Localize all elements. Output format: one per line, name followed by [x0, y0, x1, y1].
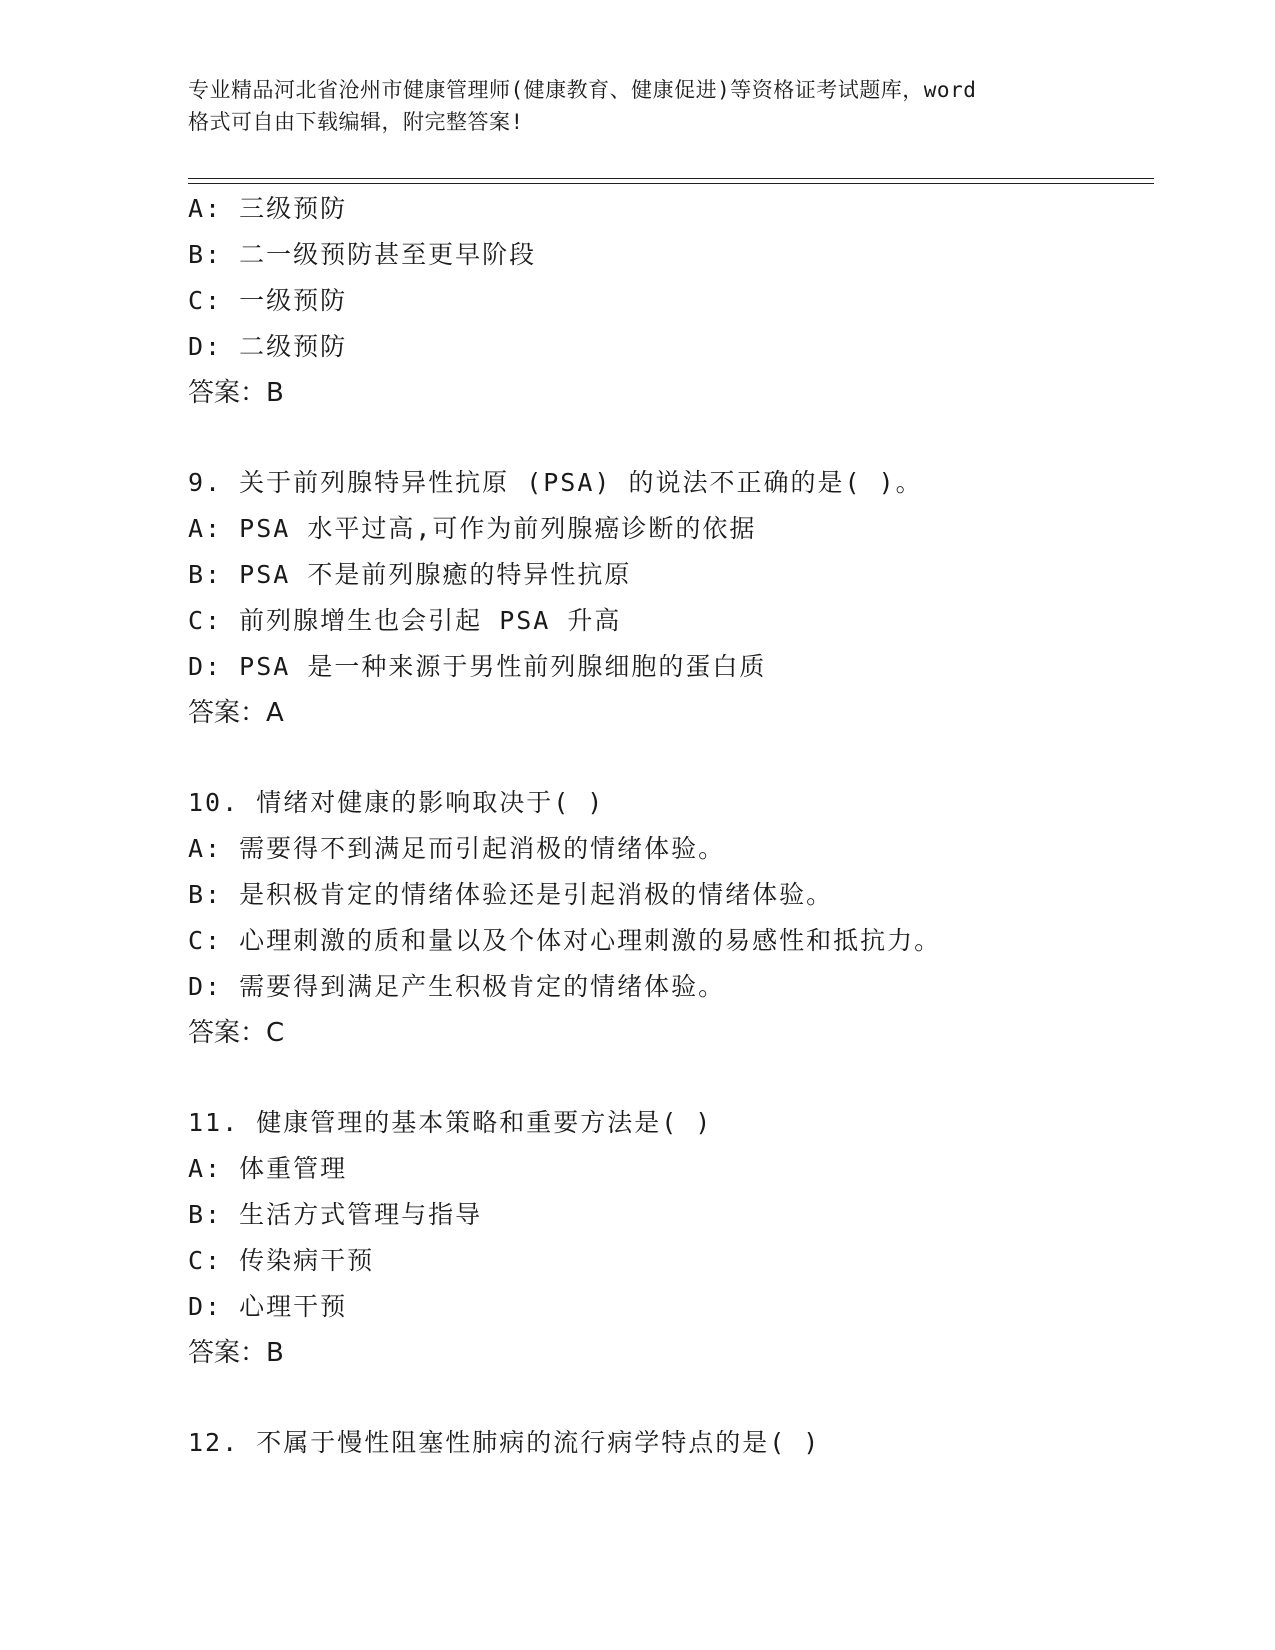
question-stem: 10. 情绪对健康的影响取决于( ): [188, 788, 605, 817]
option-d: D: 心理干预: [188, 1292, 348, 1321]
option-c: C: 心理刺激的质和量以及个体对心理刺激的易感性和抵抗力。: [188, 926, 942, 955]
header-line-2: 格式可自由下载编辑，附完整答案!: [188, 110, 524, 134]
option-d: D: 需要得到满足产生积极肯定的情绪体验。: [188, 972, 726, 1001]
spacer: [188, 1376, 1148, 1420]
option-b: B: 二一级预防甚至更早阶段: [188, 240, 537, 269]
option-a: A: 需要得不到满足而引起消极的情绪体验。: [188, 834, 726, 863]
header-rule-bottom: [188, 183, 1154, 184]
answer: 答案：B: [188, 378, 284, 408]
option-d: D: 二级预防: [188, 332, 348, 361]
option-a: A: PSA 水平过高,可作为前列腺癌诊断的依据: [188, 514, 757, 543]
answer: 答案：A: [188, 698, 284, 728]
question-11: [188, 1100, 1148, 1376]
spacer: [188, 736, 1148, 780]
answer: 答案：C: [188, 1018, 285, 1048]
question-9: [188, 460, 1148, 736]
option-b: B: PSA 不是前列腺癒的特异性抗原: [188, 560, 632, 589]
option-c: C: 一级预防: [188, 286, 348, 315]
question-12: [188, 1420, 1148, 1466]
question-8: [188, 186, 1148, 416]
answer: 答案：B: [188, 1338, 284, 1368]
question-10: [188, 780, 1148, 1056]
document-header: [188, 74, 1148, 138]
option-b: B: 是积极肯定的情绪体验还是引起消极的情绪体验。: [188, 880, 834, 909]
question-list: [188, 186, 1148, 1466]
option-c: C: 前列腺增生也会引起 PSA 升高: [188, 606, 622, 635]
header-rule-top: [188, 178, 1154, 179]
spacer: [188, 416, 1148, 460]
question-stem: 11. 健康管理的基本策略和重要方法是( ): [188, 1108, 713, 1137]
option-d: D: PSA 是一种来源于男性前列腺细胞的蛋白质: [188, 652, 767, 681]
option-a: A: 三级预防: [188, 194, 348, 223]
option-c: C: 传染病干预: [188, 1246, 375, 1275]
spacer: [188, 1056, 1148, 1100]
question-stem: 12. 不属于慢性阻塞性肺病的流行病学特点的是( ): [188, 1428, 821, 1457]
option-a: A: 体重管理: [188, 1154, 348, 1183]
question-stem: 9. 关于前列腺特异性抗原 (PSA) 的说法不正确的是( )。: [188, 468, 923, 497]
option-b: B: 生活方式管理与指导: [188, 1200, 483, 1229]
header-line-1: 专业精品河北省沧州市健康管理师(健康教育、健康促进)等资格证考试题库，word: [188, 78, 977, 102]
